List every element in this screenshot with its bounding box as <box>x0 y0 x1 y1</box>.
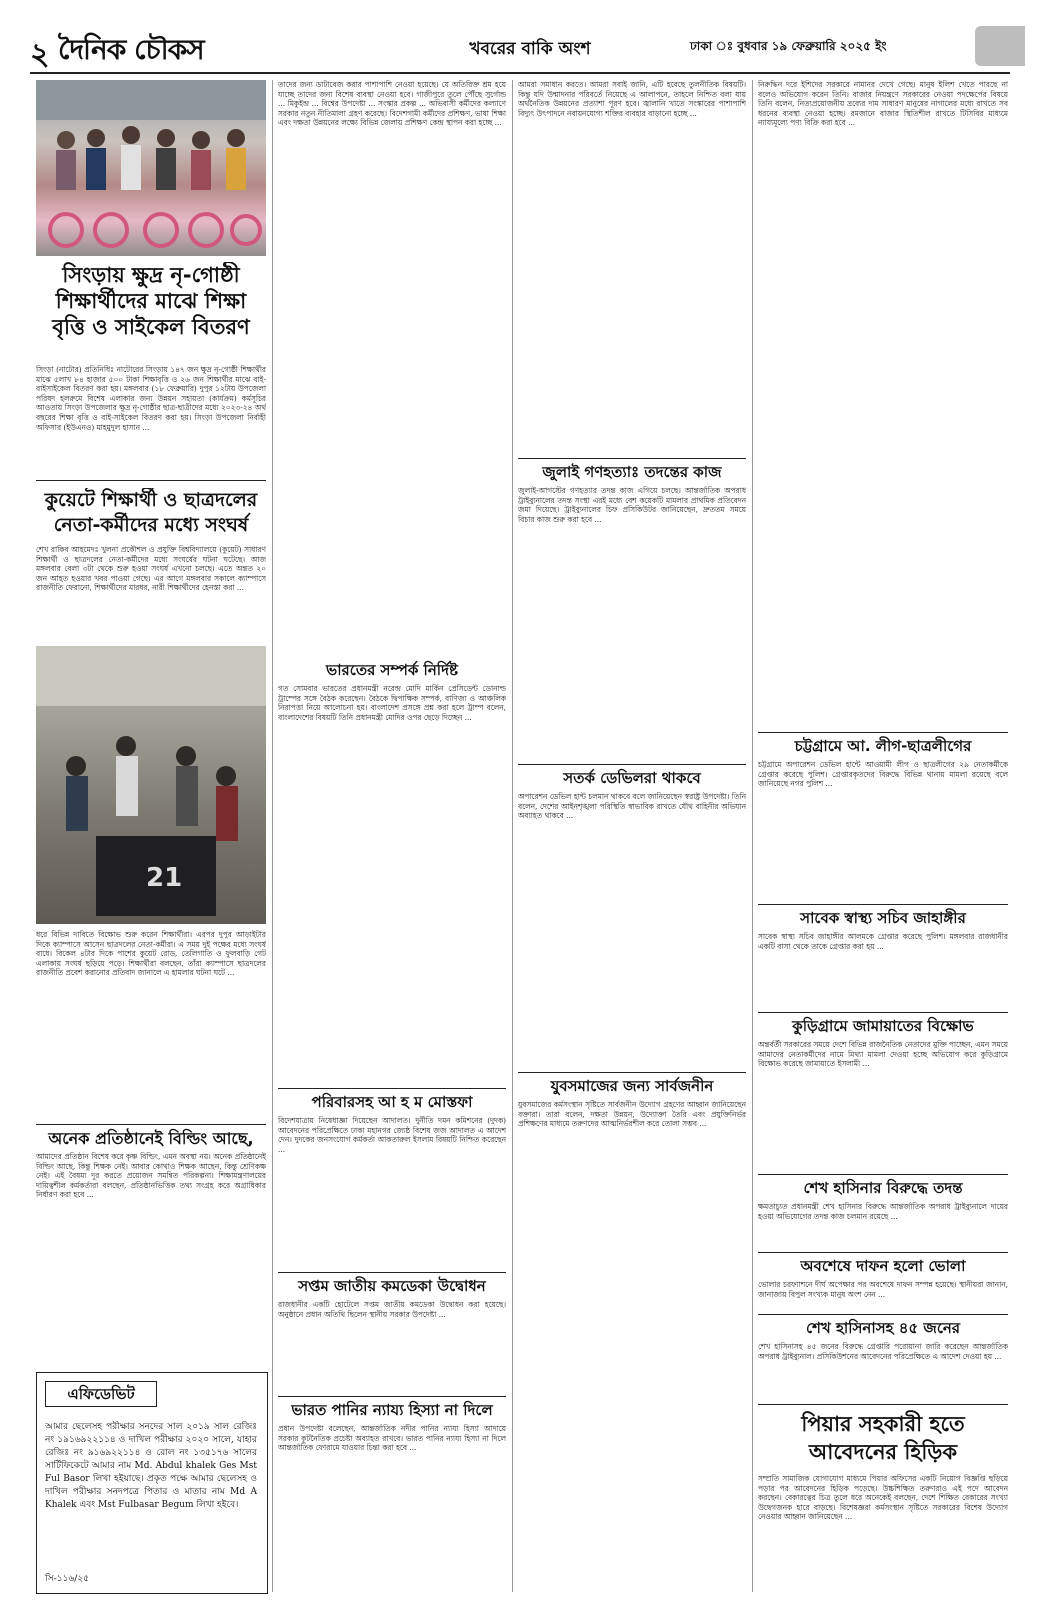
story-kuet-clash-cont: ধরে বিভিন্ন দাবিতে বিক্ষোভ শুরু করেন শিক্ষার্থীরা। এরপর দুপুর আড়াইটার দিকে ক্যাম্পাসে আসেন ছাত্রদলের নেতা-কর্মীরা। এ সময় দুই পক্ষের মধ্যে সংঘর্ষ বাধে। বিকেল ৪টার দিকে পাশের কুয়েট রোড, তেলিগাতি ও ফুলবাড়ি গেট এলাকায় সংঘর্ষ ছড়িয়ে পড়ে। শিক্ষার্থীরা বলছেন, তাঁরা ক্যাম্পাসে ছাত্রদলের রাজনীতি প্রবেশ করানোর প্রতিবাদ জানালে এ হামলার ঘটনা ঘটে ... <box>36 930 266 978</box>
affidavit-code: সি-১১৬/২৫ <box>45 1574 90 1584</box>
divider <box>758 1012 1008 1013</box>
masthead <box>0 0 1041 70</box>
affidavit-title: এফিডেভিট <box>45 1381 157 1407</box>
headline-chattogram: চট্টগ্রামে আ. লীগ-ছাত্রলীগের <box>794 737 972 755</box>
headline-mostafa: পরিবারসহ আ হ ম মোস্তফা <box>311 1093 473 1111</box>
story-water-share: প্রধান উপদেষ্টা বলেছেন, আন্তর্জাতিক নদীর পানির ন্যায্য হিস্যা আদায়ে সরকার কূটনৈতিক প্রচেষ্টা অব্যাহত রাখবে। ভারত পানির ন্যায্য হিস্যা না দিলে আন্তর্জাতিক ফোরামে যাওয়ার চিন্তা করা হবে ... <box>278 1424 506 1453</box>
headline-hasina-45: শেখ হাসিনাসহ ৪৫ জনের <box>805 1319 961 1337</box>
section-title: খবরের বাকি অংশ <box>469 39 591 59</box>
svg-text:21: 21 <box>146 863 183 893</box>
headline-devils: সতর্ক ডেভিলরা থাকবে <box>563 769 701 787</box>
kuet-clash-image <box>36 646 266 924</box>
headline-water-share: ভারত পানির ন্যায্য হিস্যা না দিলে <box>291 1401 493 1419</box>
column-separator <box>512 80 513 1592</box>
story-devils: অপারেশন ডেভিল হান্ট চলমান থাকবে বলে জানিয়েছেন স্বরাষ্ট্র উপদেষ্টা। তিনি বলেন, দেশের আইনশৃঙ্খলা পরিস্থিতি স্বাভাবিক রাখতে যৌথ বাহিনীর অভিযান অব্যাহত থাকবে ... <box>518 792 746 821</box>
story-mostafa: বিদেশযাত্রায় নিষেধাজ্ঞা দিয়েছেন আদালত। দুর্নীতি দমন কমিশনের (দুদক) আবেদনের পরিপ্রেক্ষিতে ঢাকা মহানগর জ্যেষ্ঠ বিশেষ জজ আদালত এ আদেশ দেন। দুদকের জনসংযোগ কর্মকর্তা আকতারুল ইসলাম বিষয়টি নিশ্চিত করেছেন ... <box>278 1116 506 1154</box>
page-tab-marker <box>975 26 1025 66</box>
divider <box>518 458 746 459</box>
story-col4-top: নিরুদ্ধিন দরে ইশিদের সরকারে নামানর দেখে গেছে। মানুষ ইলিশ খেতে পারছে না বলেও অভিযোগ করেন তিনি। বাজার নিয়ন্ত্রণে সরকারের নেওয়া পদক্ষেপের বিষয়ে তিনি বলেন, নিত্যপ্রয়োজনীয় দ্রব্যের দাম সাধারণ মানুষের নাগালের মধ্যে রাখতে সব ধরনের ব্যবস্থা নেওয়া হচ্ছে। রমজানে বাজার স্থিতিশীল রাখতে টিসিবির মাধ্যমে ন্যায্যমূল্যে পণ্য বিক্রি করা হবে ... <box>758 80 1008 128</box>
headline-health-secretary: সাবেক স্বাস্থ্য সচিব জাহাঙ্গীর <box>800 909 966 927</box>
divider <box>758 1252 1008 1253</box>
divider <box>278 1272 506 1273</box>
divider <box>758 1314 1008 1315</box>
divider <box>36 480 266 481</box>
column-separator <box>752 80 753 1592</box>
newspaper-logo: দৈনিক চৌকস <box>58 33 204 66</box>
headline-comdeca: সপ্তম জাতীয় কমডেকা উদ্বোধন <box>298 1277 486 1295</box>
affidavit-body: আমার ছেলেসহ পরীক্ষার সনদের সাল ২০১৯ সাল রেজিঃ নং ১৯১৬৯২২১১৪ ও দাখিল পরীক্ষার ২০২০ সালে, যাহার রেজিঃ নং ৯১৬৯২২১১৪ ও রোল নং ১৩৫১৭৬ সালের সার্টিফিকেটে আমার নাম Md. Abdul khalek Ges Mst Ful Basor লিখা হইয়াছে। প্রকৃত পক্ষে আমার ছেলেসহ ও দাখিল পরীক্ষার সনদপত্রে পিতার ও মাতার নাম Md A Khalek এবং Mst Fulbasar Begum লিখা হইবে। <box>45 1422 257 1510</box>
affidavit-box <box>36 1372 268 1594</box>
dateline: ঢাকা ঃ বুধবার ১৯ ফেব্রুয়ারি ২০২৫ ইং <box>690 39 887 53</box>
headline-hasina-probe: শেখ হাসিনার বিরুদ্ধে তদন্ত <box>803 1179 963 1197</box>
story-chattogram: চট্টগ্রামে অপারেশন ডেভিল হান্টে আওয়ামী লীগ ও ছাত্রলীগের ২৯ নেতাকর্মীকে গ্রেপ্তার করেছে পুলিশ। গ্রেপ্তারকৃতদের বিরুদ্ধে বিভিন্ন থানায় মামলা রয়েছে বলে জানিয়েছে নগর পুলিশ ... <box>758 760 1008 789</box>
headline-peon-applications: পিয়ার সহকারী হতে আবেদনের হিড়িক <box>801 1412 965 1464</box>
story-kuet-clash: শেখ রাকিব আহমেদঃ খুলনা প্রকৌশল ও প্রযুক্তি বিশ্ববিদ্যালয়ে (কুয়েট) সাধারণ শিক্ষার্থী ও ছাত্রদলের নেতা-কর্মীদের মধ্যে সংঘর্ষের ঘটনা ঘটেছে। আজ মঙ্গলবার বেলা ৩টা থেকে শুরু হওয়া সংঘর্ষ এখনো চলছে। এতে অন্তত ২০ জন আহত হওয়ার খবর পাওয়া গেছে। এর আগে মঙ্গলবার সকালে ক্যাম্পাসে রাজনীতি ফেরানো, শিক্ষার্থীদের মারধর, নারী শিক্ষার্থীদের হেনস্তা করা ... <box>36 545 266 593</box>
story-bhola-burial: ভোলার চরফ্যাশনে দীর্ঘ অপেক্ষার পর অবশেষে দাফন সম্পন্ন হয়েছে। স্থানীয়রা জানান, জানাজায় বিপুল সংখ্যক মানুষ অংশ নেন ... <box>758 1280 1008 1299</box>
story-col3-top: আমরা সমাধান করতে। আমরা সবাই জানি, এটি হবেছে তুলনীতিক বিষয়টি। কিন্তু যদি উন্মাদনার পরিবর্তে নিয়েছে এ আলাপনে, তাহলে নিশ্চিত বলা যায় অর্থনৈতিক উন্নয়নের প্রত্যাশা পূরণ হবে। জ্বালানি খাতে সংস্কারের পাশাপাশি বিদ্যুৎ উৎপাদনে নবায়নযোগ্য শক্তির ব্যবহার বাড়ানো হচ্ছে ... <box>518 80 746 118</box>
story-peon-applications: সম্প্রতি সামাজিক যোগাযোগ মাধ্যমে পিয়ার অফিসের একটি নিয়োগ বিজ্ঞপ্তি ছড়িয়ে পড়ার পর আবেদনের হিড়িক পড়েছে। উচ্চশিক্ষিত তরুণরাও এই পদে আবেদন করছেন। বেকারত্বের চিত্র তুলে ধরে অনেকেই বলছেন, দেশে শিক্ষিত বেকারের সংখ্যা উদ্বেগজনক হারে বাড়ছে। বিশেষজ্ঞরা কর্মসংস্থান সৃষ্টিতে সরকারের বিশেষ উদ্যোগ নেওয়ার আহ্বান জানিয়েছেন ... <box>758 1474 1008 1522</box>
cycle-distribution-image <box>36 80 266 256</box>
story-hasina-probe: ক্ষমতাচ্যুত প্রধানমন্ত্রী শেখ হাসিনার বিরুদ্ধে আন্তর্জাতিক অপরাধ ট্রাইব্যুনালে দায়ের হওয়া অভিযোগের তদন্ত কাজ চলমান রয়েছে ... <box>758 1202 1008 1221</box>
story-kurigram: অন্তর্বর্তী সরকারের সময়ে দেশে বিভিন্ন রাজনৈতিক নেতাদের মুক্তি পাচ্ছেন, এমন সময়ে আমাদের নেতাকর্মীদের নামে মিথ্যা মামলা দেওয়া হচ্ছে অভিযোগ করে কুড়িগ্রামে বিক্ষোভ করেছে জামায়াতে ইসলামী ... <box>758 1040 1008 1069</box>
story-comdeca: রাজধানীর একটি হোটেলে সপ্তম জাতীয় কমডেকা উদ্বোধন করা হয়েছে। অনুষ্ঠানে প্রধান অতিথি ছিলেন স্থানীয় সরকার উপদেষ্টা ... <box>278 1300 506 1319</box>
story-hasina-45: শেখ হাসিনাসহ ৪৫ জনের বিরুদ্ধে গ্রেপ্তারি পরোয়ানা জারি করেছেন আন্তর্জাতিক অপরাধ ট্রাইব্যুনাল। প্রসিকিউশনের আবেদনের পরিপ্রেক্ষিতে এ আদেশ দেওয়া হয় ... <box>758 1342 1008 1361</box>
photo-kuet-clash <box>36 646 266 924</box>
divider <box>758 1404 1008 1405</box>
masthead-rule <box>30 72 1010 74</box>
page-number: ২ <box>30 37 50 72</box>
headline-buildings: অনেক প্রতিষ্ঠানেই বিল্ডিং আছে, <box>48 1129 254 1148</box>
column-separator <box>272 80 273 1592</box>
divider <box>518 1072 746 1073</box>
headline-bhola-burial: অবশেষে দাফন হলো ভোলা <box>800 1257 966 1275</box>
headline-india-relations: ভারতের সম্পর্ক নির্দিষ্ট <box>326 661 458 679</box>
divider <box>758 1174 1008 1175</box>
divider <box>758 904 1008 905</box>
divider <box>518 764 746 765</box>
headline-kurigram: কুড়িগ্রামে জামায়াতের বিক্ষোভ <box>792 1017 974 1035</box>
divider <box>278 1088 506 1089</box>
story-col2-top: তাদের জন্য ডাটাবেজ করার পাশাপাশি নেওয়া হয়েছে। যে অতিরিক্ত শ্রম হয়ে যাচ্ছে তাদের জন্য বিশেষ ব্যবস্থা নেওয়া হবে। গাজীপুরে তুলে পৌঁছে সুর্গোন্ড ... মিকুইন্দ্র ... বিশ্বের উপদেষ্টা ... সংস্কার প্রকল্প ... অভিবাসী কর্মীদের কল্যাণে সরকার নতুন নীতিমালা গ্রহণ করেছে। বিদেশগামী কর্মীদের প্রশিক্ষণ, ভাষা শিক্ষা এবং দক্ষতা উন্নয়নের লক্ষ্যে বিভিন্ন জেলায় প্রশিক্ষণ কেন্দ্র স্থাপন করা হচ্ছে ... <box>278 80 506 128</box>
story-july-massacre: জুলাই-আগস্টের গণহত্যার তদন্ত কাজ এগিয়ে চলছে। আন্তর্জাতিক অপরাধ ট্রাইব্যুনালের তদন্ত সংস্থা এরই মধ্যে বেশ কয়েকটি মামলার প্রাথমিক প্রতিবেদন জমা দিয়েছে। ট্রাইব্যুনালের চিফ প্রসিকিউটর জানিয়েছেন, দ্রুততম সময়ে বিচার কাজ শুরু করা হবে ... <box>518 486 746 524</box>
headline-youth: যুবসমাজের জন্য সার্বজনীন <box>550 1077 714 1095</box>
story-buildings: আমাদের প্রতিষ্ঠান বিশেষ করে কৃষ্ণ বিল্ডিং, এমন অবস্থা নয়। অনেক প্রতিষ্ঠানেই বিল্ডিং আছে, কিন্তু শিক্ষক নেই। আবার কোথাও শিক্ষক আছেন, কিন্তু শ্রেণিকক্ষ নেই। এই বৈষম্য দূর করতে প্রয়োজন সমন্বিত পরিকল্পনা। শিক্ষামন্ত্রণালয়ের দায়িত্বশীল কর্মকর্তারা বলছেন, প্রতিষ্ঠানভিত্তিক তথ্য সংগ্রহ করে অগ্রাধিকার নির্ধারণ করা হবে ... <box>36 1152 266 1200</box>
headline-july-massacre: জুলাই গণহত্যাঃ তদন্তের কাজ <box>542 463 722 481</box>
story-youth: যুবসমাজের কর্মসংস্থান সৃষ্টিতে সার্বজনীন উদ্যোগ গ্রহণের আহ্বান জানিয়েছেন বক্তারা। তারা বলেন, দক্ষতা উন্নয়ন, উদ্যোক্তা তৈরি এবং প্রযুক্তিনির্ভর প্রশিক্ষণের মাধ্যমে তরুণদের আত্মনির্ভরশীল করে তোলা সম্ভব ... <box>518 1100 746 1129</box>
divider <box>758 732 1008 733</box>
story-india-relations: গত সোমবার ভারতের প্রধানমন্ত্রী নরেন্দ্র মোদি মার্কিন প্রেসিডেন্ট ডোনাল্ড ট্রাম্পের সঙ্গে বৈঠক করেছেন। বৈঠকে দ্বিপাক্ষিক সম্পর্ক, বাণিজ্য ও আঞ্চলিক নিরাপত্তা নিয়ে আলোচনা হয়। বাংলাদেশ প্রসঙ্গে প্রশ্ন করা হলে ট্রাম্প বলেন, বাংলাদেশের বিষয়টি তিনি প্রধানমন্ত্রী মোদির ওপর ছেড়ে দিচ্ছেন ... <box>278 684 506 722</box>
headline-cycle-distribution: সিংড়ায় ক্ষুদ্র নৃ-গোষ্ঠী শিক্ষার্থীদের মাঝে শিক্ষা বৃত্তি ও সাইকেল বিতরণ <box>52 263 250 339</box>
headline-kuet-clash: কুয়েটে শিক্ষার্থী ও ছাত্রদলের নেতা-কর্মীদের মধ্যে সংঘর্ষ <box>44 489 258 536</box>
story-health-secretary: সাবেক স্বাস্থ্য সচিব জাহাঙ্গীর আলমকে গ্রেপ্তার করেছে পুলিশ। মঙ্গলবার রাজধানীর একটি বাসা থেকে তাকে গ্রেপ্তার করা হয় ... <box>758 932 1008 951</box>
divider <box>278 1396 506 1397</box>
story-cycle-distribution: সিংড়া (নাটোর) প্রতিনিধিঃ নাটোরের সিংড়ায় ১৪৭ জন ক্ষুদ্র নৃ-গোষ্ঠী শিক্ষার্থীর মাঝে ৫লাখ ৮৪ হাজার ৫০০ টাকা শিক্ষাবৃত্তি ও ২৬ জন শিক্ষার্থীর মাঝে বাই-বাইসাইকেল বিতরণ করা হয়। মঙ্গলবার (১৮ ফেব্রুয়ারি) দুপুর ১২টায় উপজেলা পরিষদ হলরুমে বিশেষ এলাকার জন্য উন্নয়ন সহায়তা (কার্যক্রম) কর্মসূচির আওতায় সিংড়া উপজেলার ক্ষুদ্র নৃ-গোষ্ঠীর ছাত্র-ছাত্রীদের মধ্যে ২০২৩-২৪ অর্থ বছরের শিক্ষা বৃত্তি ও বাই-সাইকেল বিতরণ করা হয়। সিংড়া উপজেলা নির্বাহী অফিসার (ইউএনও) মাহমুদুল হাসান ... <box>36 365 266 432</box>
photo-cycle-distribution <box>36 80 266 256</box>
divider <box>36 1124 266 1125</box>
